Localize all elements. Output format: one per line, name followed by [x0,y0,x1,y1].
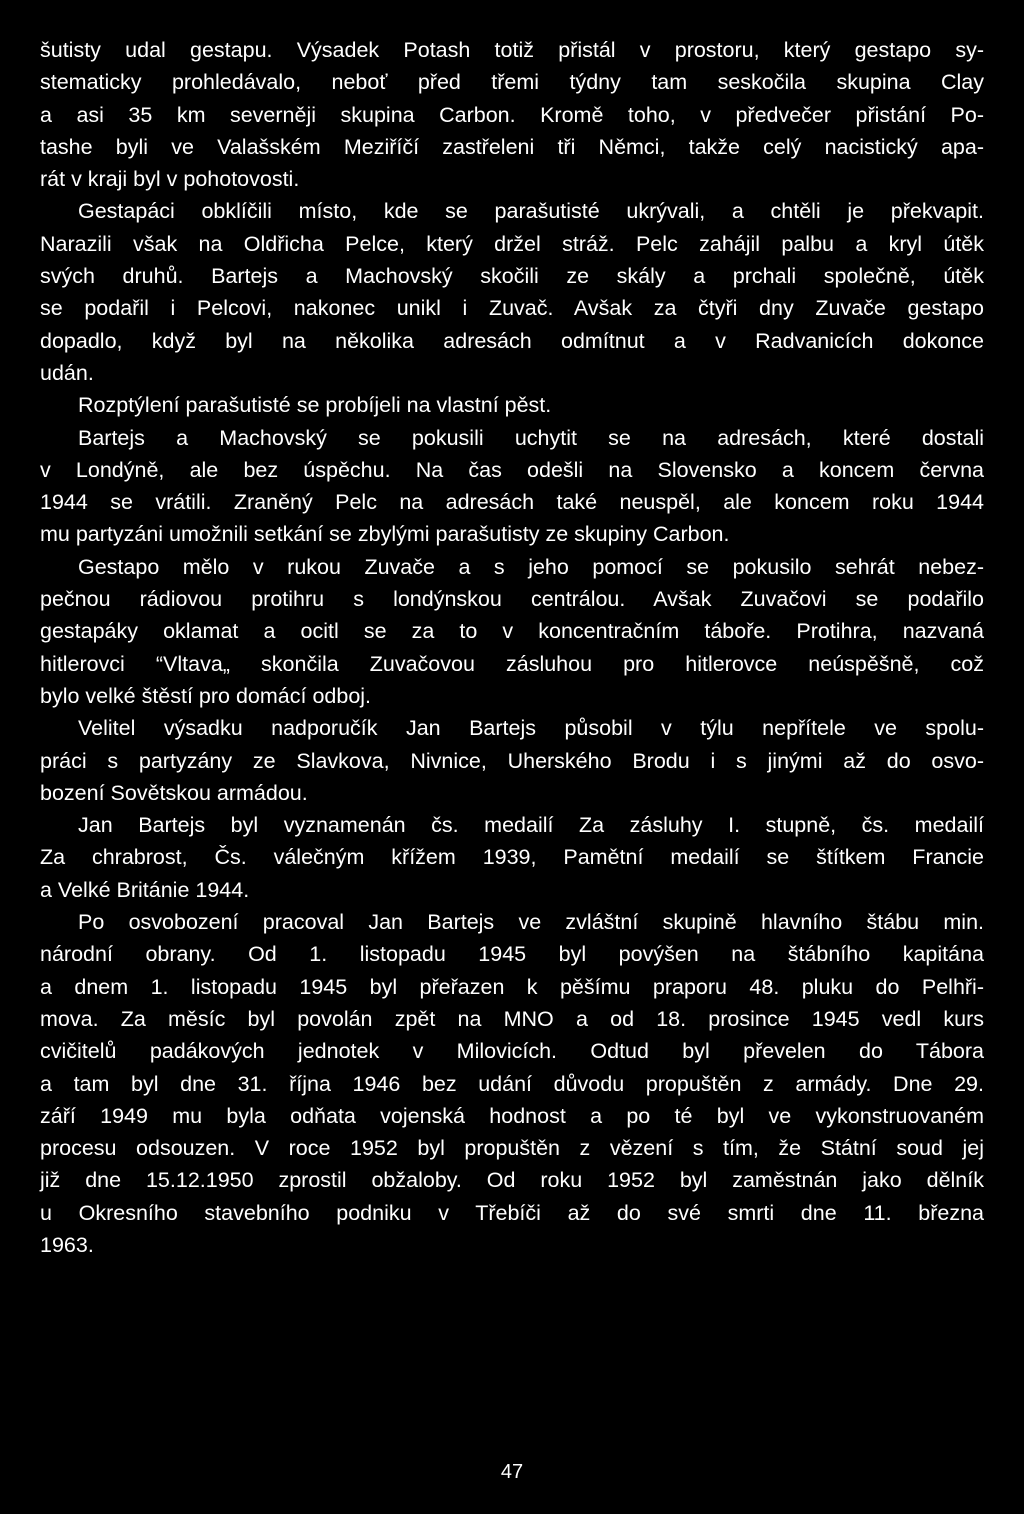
text-line: a tam byl dne 31. října 1946 bez udání důvodu propuštěn z armády. Dne 29. [40,1071,984,1096]
text-line: Jan Bartejs byl vyznamenán čs. medailí Za zásluhy I. stupně, čs. medailí [78,813,984,838]
text-line: Narazili však na Oldřicha Pelce, který držel stráž. Pelc zahájil palbu a kryl útěk [40,231,984,256]
text-line: a asi 35 km severněji skupina Carbon. Kromě toho, v předvečer přistání Po- [40,102,984,127]
text-line: pečnou rádiovou protihru s londýnskou centrálou. Avšak Zuvačovi se podařilo [40,587,984,612]
text-line: cvičitelů padákových jednotek v Milovicích. Odtud byl převelen do Tábora [40,1039,984,1064]
text-line: 1944 se vrátili. Zraněný Pelc na adresách také neuspěl, ale koncem roku 1944 [40,490,984,515]
text-line: září 1949 mu byla odňata vojenská hodnost a po té byl ve vykonstruovaném [40,1103,984,1128]
text-line: hitlerovci “Vltava„ skončila Zuvačovou zásluhou pro hitlerovce neúspěšně, což [40,651,984,676]
text-line: dopadlo, když byl na několika adresách odmítnut a v Radvanicích dokonce [40,328,984,353]
text-line: Gestapo mělo v rukou Zuvače a s jeho pomocí se pokusilo sehrát nebez- [78,554,984,579]
text-line: Bartejs a Machovský se pokusili uchytit se na adresách, které dostali [78,425,984,450]
text-line: Gestapáci obklíčili místo, kde se parašutisté ukrývali, a chtěli je překvapit. [78,199,984,224]
text-line: a Velké Británie 1944. [40,877,250,902]
text-line: bození Sovětskou armádou. [40,780,308,805]
text-line: Po osvobození pracoval Jan Bartejs ve zvláštní skupině hlavního štábu min. [78,910,984,935]
text-line: mu partyzáni umožnili setkání se zbylými parašutisty ze skupiny Carbon. [40,522,730,547]
text-line: národní obrany. Od 1. listopadu 1945 byl povýšen na štábního kapitána [40,942,984,967]
text-line: rát v kraji byl v pohotovosti. [40,167,300,192]
text-line: 1963. [40,1232,94,1257]
body-text [40,34,984,1261]
text-line: šutisty udal gestapu. Výsadek Potash totiž přistál v prostoru, který gestapo sy- [40,38,984,62]
text-line: a dnem 1. listopadu 1945 byl přeřazen k pěšímu praporu 48. pluku do Pelhři- [40,974,984,999]
text-line: již dne 15.12.1950 zprostil obžaloby. Od roku 1952 byl zaměstnán jako dělník [40,1168,984,1193]
text-line: svých druhů. Bartejs a Machovský skočili ze skály a prchali společně, útěk [40,264,984,289]
text-line: Velitel výsadku nadporučík Jan Bartejs působil v týlu nepřítele ve spolu- [78,716,984,741]
text-line: bylo velké štěstí pro domácí odboj. [40,683,372,708]
text-line: udán. [40,360,94,385]
text-line: mova. Za měsíc byl povolán zpět na MNO a od 18. prosince 1945 vedl kurs [40,1006,984,1031]
text-line: stematicky prohledávalo, neboť před třemi týdny tam seskočila skupina Clay [40,70,984,95]
text-line: procesu odsouzen. V roce 1952 byl propuštěn z vězení s tím, že Státní soud jej [40,1136,984,1161]
text-line: práci s partyzány ze Slavkova, Nivnice, Uherského Brodu i s jinými až do osvo- [40,748,984,773]
page-number: 47 [500,1461,524,1483]
text-line: Za chrabrost, Čs. válečným křížem 1939, Pamětní medailí se štítkem Francie [40,845,984,870]
text-line: Rozptýlení parašutisté se probíjeli na vlastní pěst. [78,393,552,418]
text-line: tashe byli ve Valašském Meziříčí zastřeleni tři Němci, takže celý nacistický apa- [40,134,984,159]
text-line: se podařil i Pelcovi, nakonec unikl i Zuvač. Avšak za čtyři dny Zuvače gestapo [40,296,984,321]
text-line: u Okresního stavebního podniku v Třebíči až do své smrti dne 11. března [40,1200,984,1225]
text-line: v Londýně, ale bez úspěchu. Na čas odešli na Slovensko a koncem června [40,457,984,482]
text-line: gestapáky oklamat a ocitl se za to v koncentračním táboře. Protihra, nazvaná [40,619,984,644]
